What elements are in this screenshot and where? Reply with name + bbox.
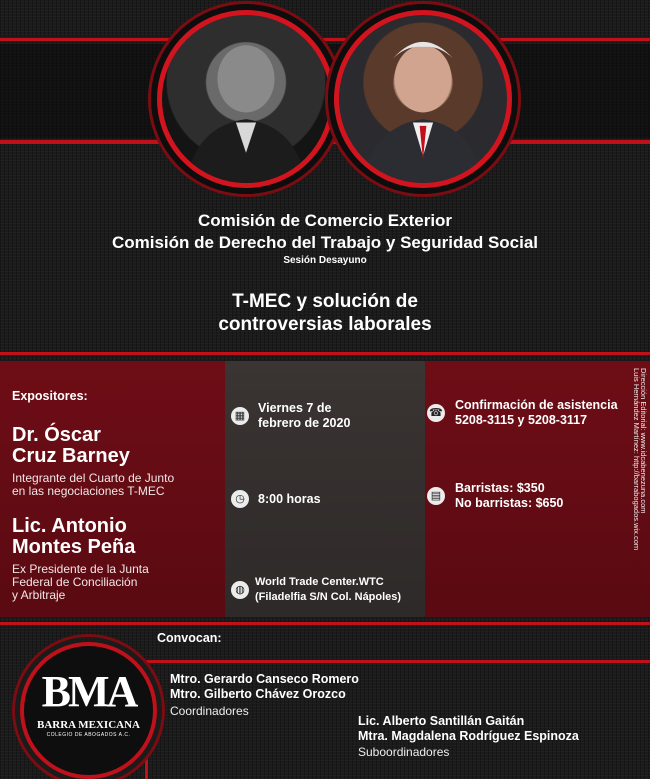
- venue-line-2: (Filadelfia S/N Col. Nápoles): [255, 591, 402, 603]
- logo-subtitle: COLEGIO DE ABOGADOS A.C.: [46, 732, 131, 738]
- date-line-2: febrero de 2020: [258, 416, 351, 430]
- event-date-text: [258, 401, 350, 431]
- speaker-1-description: [12, 472, 174, 498]
- speaker-2-desc-line-3: y Arbitraje: [12, 588, 66, 602]
- top-red-line-upper: [0, 38, 650, 41]
- session-type: Sesión Desayuno: [283, 255, 367, 266]
- price-members: Barristas: $350: [455, 481, 545, 495]
- portrait-silhouette-icon: [339, 15, 507, 183]
- calendar-icon: ▦: [231, 407, 249, 425]
- speaker-2-name-line-2: Montes Peña: [12, 536, 136, 558]
- rsvp-text: [455, 398, 618, 428]
- price-info: [427, 481, 563, 511]
- speaker-1-name-line-1: Dr. Óscar: [12, 424, 101, 446]
- speaker-1-desc-line-2: en las negociaciones T-MEC: [12, 484, 165, 498]
- speaker-2-name: [12, 516, 135, 558]
- topic-line-2: controversias laborales: [218, 314, 432, 335]
- event-date: [231, 401, 350, 431]
- logo-mark: BMA: [41, 667, 136, 716]
- price-text: [455, 481, 563, 511]
- top-red-line-lower: [0, 140, 650, 144]
- subcoordinators-role: Suboordinadores: [358, 745, 450, 759]
- event-time-text: 8:00 horas: [258, 491, 321, 506]
- cash-register-icon: ▤: [427, 487, 445, 505]
- coordinators: [170, 672, 359, 702]
- speaker-1-name: [12, 425, 130, 467]
- subcoordinator-2: Mtra. Magdalena Rodríguez Espinoza: [358, 729, 579, 743]
- logo-name: BARRA MEXICANA: [37, 719, 140, 731]
- event-time: [231, 490, 321, 508]
- price-non-members: No barristas: $650: [455, 496, 564, 510]
- phone-icon: ☎: [427, 404, 445, 422]
- coordinator-1: Mtro. Gerardo Canseco Romero: [170, 672, 359, 686]
- commission-title-2: Comisión de Derecho del Trabajo y Seguridad Social: [111, 233, 539, 252]
- middle-red-line-lower: [0, 622, 650, 625]
- speaker-1-desc-line-1: Integrante del Cuarto de Junto: [12, 471, 175, 485]
- clock-icon: ◷: [231, 490, 249, 508]
- side-credit-line-1: Dirección Editorial: www.idcabenezuna.com: [639, 368, 648, 514]
- rsvp-line-1: Confirmación de asistencia: [455, 398, 618, 412]
- speaker-2-desc-line-1: Ex Presidente de la Junta: [12, 562, 149, 576]
- speaker-2-name-line-1: Lic. Antonio: [12, 515, 127, 537]
- speaker-2-desc-line-2: Federal de Conciliación: [12, 575, 138, 589]
- speaker-1-name-line-2: Cruz Barney: [12, 445, 130, 467]
- rsvp-info: [427, 398, 618, 428]
- speaker-2-description: [12, 563, 149, 602]
- subcoordinators: [358, 714, 579, 744]
- event-venue-text: [255, 575, 401, 605]
- speakers-label: Expositores:: [12, 389, 88, 403]
- venue-line-1: World Trade Center.WTC: [255, 576, 384, 588]
- globe-icon: ◍: [231, 581, 249, 599]
- convocan-label: Convocan:: [157, 631, 222, 645]
- coordinators-role: Coordinadores: [170, 704, 249, 718]
- topic-line-1: T-MEC y solución de: [232, 291, 418, 312]
- event-topic: [0, 290, 650, 336]
- event-venue: [231, 575, 401, 605]
- speaker-photo-cruz-barney: [157, 10, 335, 188]
- rsvp-phone-numbers: 5208-3115 y 5208-3117: [455, 413, 588, 427]
- portrait-silhouette-icon: [162, 15, 330, 183]
- side-credit-line-2: Luis Hernández Martínez: http://barrabogados.wix.com: [632, 368, 641, 551]
- middle-red-line-upper: [0, 352, 650, 355]
- commission-title-1: Comisión de Comercio Exterior: [197, 211, 453, 230]
- speaker-photo-montes-pena: [334, 10, 512, 188]
- side-credit: [633, 368, 647, 613]
- subcoordinator-1: Lic. Alberto Santillán Gaitán: [358, 714, 525, 728]
- coordinator-2: Mtro. Gilberto Chávez Orozco: [170, 687, 346, 701]
- barra-mexicana-logo: [20, 642, 157, 779]
- header-titles: [0, 210, 650, 266]
- date-line-1: Viernes 7 de: [258, 401, 332, 415]
